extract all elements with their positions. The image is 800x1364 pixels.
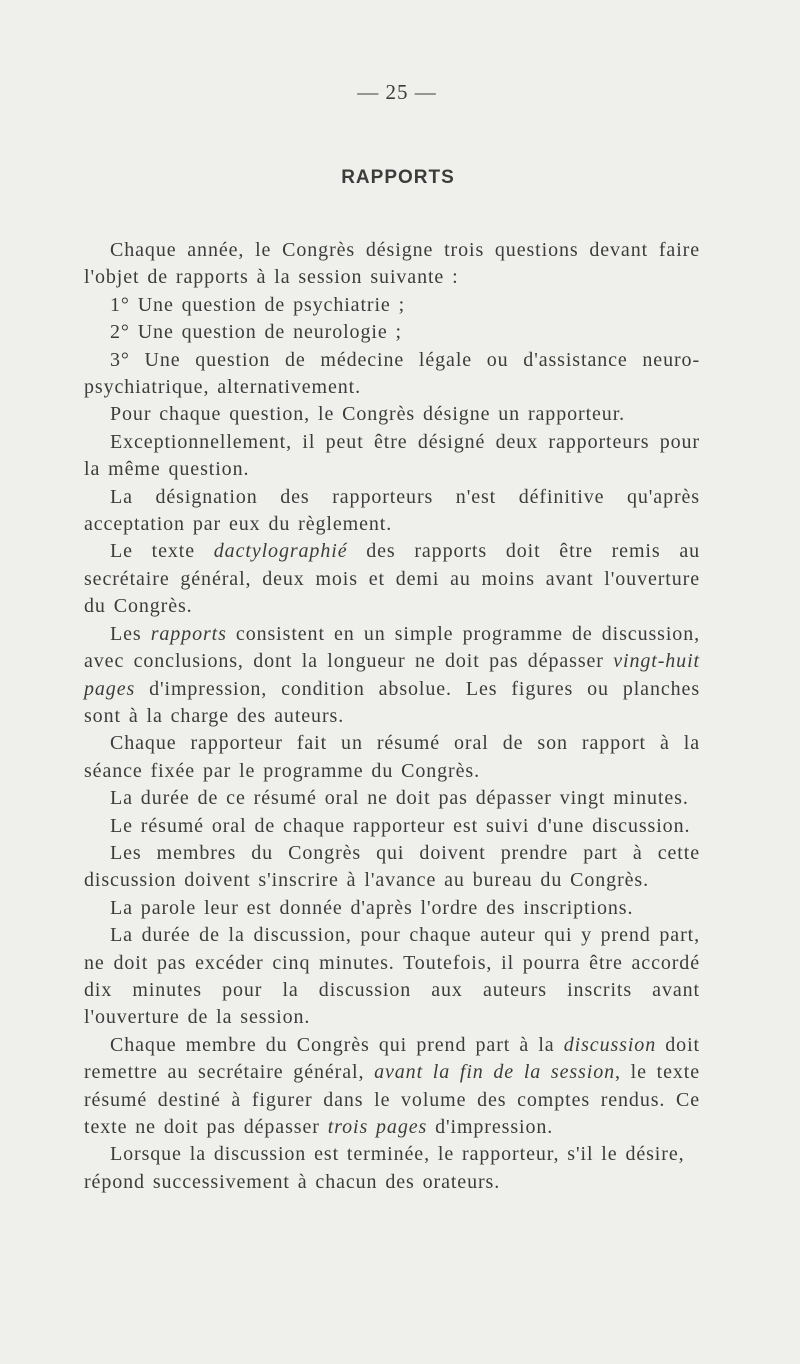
text-segment: Les <box>110 622 151 645</box>
paragraph <box>84 484 700 539</box>
text-segment: La parole leur est donnée d'après l'ordre des inscriptions. <box>110 896 634 919</box>
italic-text: vingt-huit pages <box>84 650 700 700</box>
text-segment: Chaque année, le Congrès désigne trois questions devant faire l'objet de rapports à la session suivante : <box>84 239 700 289</box>
text-segment: 3° Une question de médecine légale ou d'assistance neuro-psychiatrique, alternativement. <box>84 348 700 399</box>
paragraph <box>84 840 700 895</box>
paragraph <box>84 730 700 785</box>
text-segment: Pour chaque question, le Congrès désigne un rapporteur. <box>110 403 626 426</box>
paragraph <box>84 429 700 484</box>
text-segment: consistent en un simple programme de discussion, avec conclusions, dont la longueur ne doit pas dépasser <box>84 622 701 673</box>
italic-text: avant la fin de la session <box>374 1061 615 1084</box>
italic-text: trois pages <box>327 1116 428 1138</box>
text-segment: 1° Une question de psychiatrie ; <box>110 293 406 316</box>
paragraph <box>84 1032 700 1142</box>
text-segment: d'impression, condition absolue. Les figures ou planches sont à la charge des auteurs. <box>84 677 700 727</box>
paragraph <box>84 401 700 428</box>
paragraph <box>84 1141 700 1196</box>
paragraph <box>84 922 700 1032</box>
text-segment: des rapports doit être remis au secrétaire général, deux mois et demi au moins avant l'ouverture du Congrès. <box>84 540 700 618</box>
section-title: RAPPORTS <box>341 167 455 188</box>
text-segment: La durée de ce résumé oral ne doit pas dépasser vingt minutes. <box>110 787 689 810</box>
italic-text: rapports <box>150 622 227 645</box>
paragraph <box>84 621 700 731</box>
paragraph <box>84 785 700 812</box>
text-segment: Exceptionnellement, il peut être désigné deux rapporteurs pour la même question. <box>84 430 700 481</box>
text-segment: 2° Une question de neurologie ; <box>110 321 402 344</box>
text-segment: Le résumé oral de chaque rapporteur est suivi d'une discussion. <box>110 814 691 837</box>
text-segment: Lorsque la discussion est terminée, le rapporteur, s'il le désire, répond successivement à chacun des orateurs. <box>84 1143 685 1193</box>
text-segment: , le texte résumé destiné à figurer dans le volume des comptes rendus. Ce texte ne doit pas dépasser <box>84 1061 700 1138</box>
paragraph <box>84 813 700 840</box>
text-segment: Les membres du Congrès qui doivent prendre part à cette discussion doivent s'inscrire à l'avance au bureau du Congrès. <box>84 841 700 892</box>
paragraph <box>84 347 700 402</box>
text-segment: Chaque rapporteur fait un résumé oral de son rapport à la séance fixée par le programme du Congrès. <box>84 732 700 782</box>
paragraph <box>84 538 700 620</box>
text-segment: Le texte <box>110 540 214 563</box>
paragraph <box>84 237 700 292</box>
text-segment: d'impression. <box>427 1116 554 1138</box>
italic-text: dactylographié <box>213 540 348 563</box>
paragraph <box>84 319 700 346</box>
paragraph <box>84 292 700 319</box>
paragraph <box>84 895 700 922</box>
text-segment: La durée de la discussion, pour chaque auteur qui y prend part, ne doit pas excéder cinq minutes. Toutefois, il pourra être accordé dix minutes pour la discussion aux auteurs inscrits avant l'ouverture de la session. <box>84 924 700 1029</box>
text-segment: doit remettre au secrétaire général, <box>84 1033 700 1084</box>
text-segment: La désignation des rapporteurs n'est définitive qu'après acceptation par eux du règlement. <box>84 485 700 536</box>
body-text <box>84 237 700 1196</box>
italic-text: discussion <box>563 1033 657 1056</box>
page-number: — 25 — <box>357 80 437 104</box>
text-segment: Chaque membre du Congrès qui prend part à la <box>110 1033 564 1056</box>
